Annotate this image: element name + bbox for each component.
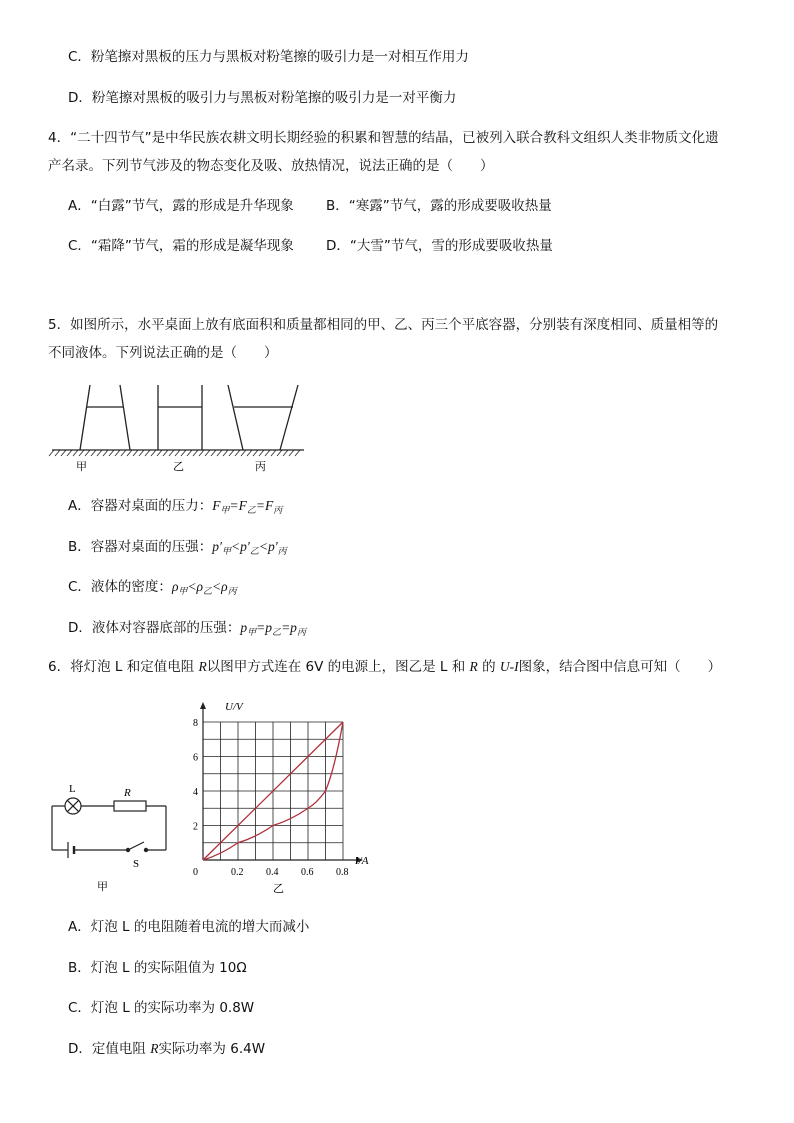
switch-label: S xyxy=(133,858,140,870)
q6-option-b: B．灯泡 L 的实际阻值为 10Ω xyxy=(68,960,247,976)
x-tick-label: 0.2 xyxy=(231,867,244,878)
q4-option-a: A．“白露”节气，露的形成是升华现象 xyxy=(68,198,294,214)
ui-graph xyxy=(190,695,390,895)
q5-option-a: A．容器对桌面的压力：$F_甲=F_乙=F_丙$ xyxy=(68,498,283,515)
graph-caption: 乙 xyxy=(273,883,284,895)
q4-stem-line1: 4．“二十四节气”是中华民族农耕文明长期经验的积累和智慧的结晶，已被列入联合教科文组织人类非物质文化遗 xyxy=(48,130,719,146)
q6-stem: 6．将灯泡 L 和定值电阻 R以图甲方式连在 6V 的电源上，图乙是 L 和 R 的 U-I图象，结合图中信息可知（ ） xyxy=(48,659,722,675)
container-bing-right-wall xyxy=(280,385,298,450)
q4-stem-line2: 产名录。下列节气涉及的物态变化及吸、放热情况，说法正确的是（ ） xyxy=(48,158,494,174)
x-tick-label: 0.4 xyxy=(266,867,279,878)
q6-option-d: D．定值电阻 R实际功率为 6.4W xyxy=(68,1041,266,1057)
y-tick-label: 4 xyxy=(193,787,198,798)
y-tick-label: 2 xyxy=(193,821,198,833)
y-axis-label: U/V xyxy=(225,701,243,713)
label-bing: 丙 xyxy=(255,461,266,473)
q5-stem-line2: 不同液体。下列说法正确的是（ ） xyxy=(48,345,278,361)
y-tick-label: 8 xyxy=(193,718,198,729)
label-yi: 乙 xyxy=(173,461,184,473)
x-tick-label: 0 xyxy=(193,867,198,878)
q4-option-d: D．“大雪”节气，雪的形成要吸收热量 xyxy=(326,238,553,254)
q4-option-b: B．“寒露”节气，露的形成要吸收热量 xyxy=(326,198,552,214)
table-hatching xyxy=(49,450,300,456)
switch-blade xyxy=(128,842,144,850)
x-tick-label: 0.6 xyxy=(301,867,314,878)
containers-figure xyxy=(48,380,308,475)
y-tick-label: 6 xyxy=(193,752,198,764)
x-tick-label: 0.8 xyxy=(336,867,349,878)
label-jia: 甲 xyxy=(76,461,87,473)
container-jia-right-wall xyxy=(120,385,130,450)
container-bing-left-wall xyxy=(228,385,243,450)
graph-labels xyxy=(193,701,369,895)
x-axis-label: I/A xyxy=(355,855,369,867)
q6-option-a: A．灯泡 L 的电阻随着电流的增大而减小 xyxy=(68,919,310,935)
q5-option-b: B．容器对桌面的压强：$p'_甲<p'_乙<p'_丙$ xyxy=(68,539,287,556)
q3-option-d: D．粉笔擦对黑板的吸引力与黑板对粉笔擦的吸引力是一对平衡力 xyxy=(68,90,457,106)
resistor-label: R xyxy=(124,787,131,799)
q5-option-d: D．液体对容器底部的压强：$p_甲=p_乙=p_丙$ xyxy=(68,620,306,637)
q5-stem-line1: 5．如图所示，水平桌面上放有底面积和质量都相同的甲、乙、丙三个平底容器，分别装有深度相同、质量相等的 xyxy=(48,317,719,333)
q4-option-c: C．“霜降”节气，霜的形成是凝华现象 xyxy=(68,238,294,254)
q5-option-c: C．液体的密度：$\rho_甲<\rho_乙<\rho_丙$ xyxy=(68,579,237,596)
y-axis-arrow xyxy=(200,702,206,709)
circuit-caption: 甲 xyxy=(97,881,108,893)
lamp-label: L xyxy=(69,783,76,795)
q6-option-c: C．灯泡 L 的实际功率为 0.8W xyxy=(68,1000,255,1016)
q3-option-c: C．粉笔擦对黑板的压力与黑板对粉笔擦的吸引力是一对相互作用力 xyxy=(68,49,469,65)
resistor-symbol xyxy=(114,801,146,811)
container-jia-left-wall xyxy=(80,385,90,450)
circuit-diagram xyxy=(44,770,174,895)
